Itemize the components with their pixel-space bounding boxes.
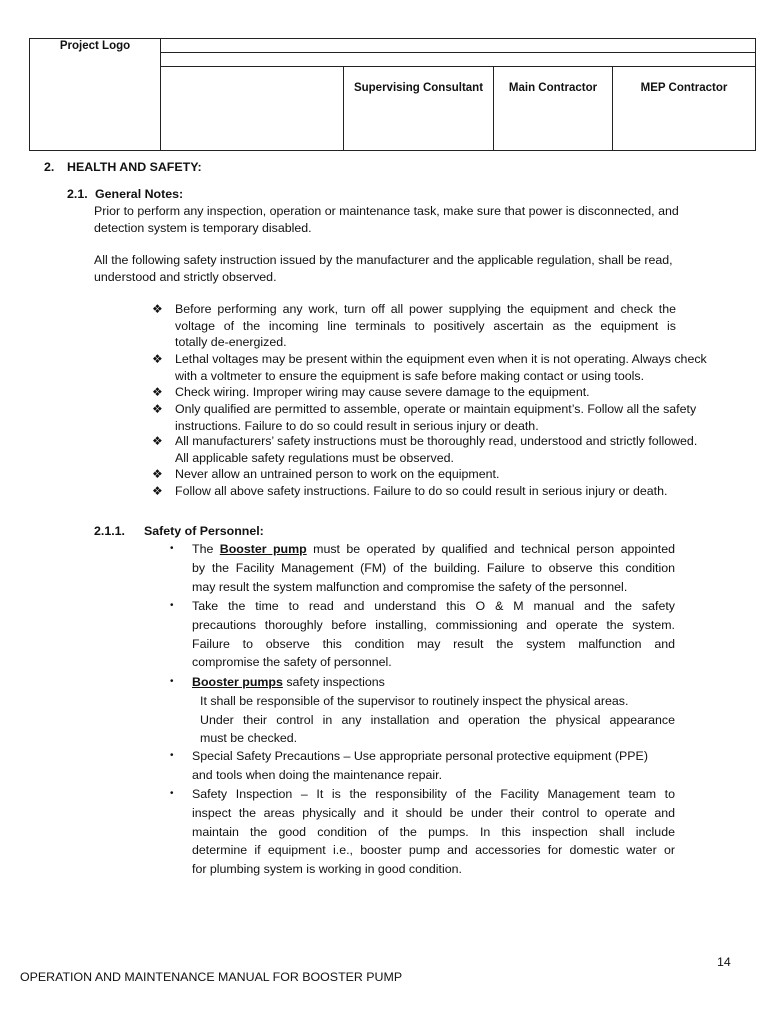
diamond-bullet-icon: ❖: [152, 385, 163, 399]
text-line: precautions thoroughly before installing, commissioning and operate the system.: [192, 617, 675, 632]
header-table: [29, 38, 756, 151]
bullet-dot-icon: •: [170, 676, 174, 687]
text-fragment: must be operated by qualified and technical person appointed: [306, 542, 676, 556]
emphasis-booster-pump: Booster pump: [219, 542, 307, 556]
text-line: Check wiring. Improper wiring may cause severe damage to the equipment.: [175, 385, 590, 399]
text-line: determine if equipment i.e., booster pump and accessories for domestic water or: [192, 843, 675, 858]
header-blank-row-2: [161, 53, 756, 67]
text-line: totally de-energized.: [175, 335, 287, 349]
text-line: understood and strictly observed.: [94, 269, 277, 284]
section-title: HEALTH AND SAFETY:: [67, 160, 202, 174]
mep-contractor-label: MEP Contractor: [640, 82, 728, 94]
main-contractor-label: Main Contractor: [508, 82, 598, 94]
list-item: [175, 433, 740, 466]
subsubsection-number: 2.1.1.: [94, 524, 126, 538]
list-item: [175, 466, 740, 483]
list-item: [175, 401, 740, 434]
text-line: Follow all above safety instructions. Failure to do so could result in serious injury or death.: [175, 484, 668, 498]
subsection-number: 2.1.: [67, 187, 88, 201]
list-item: [175, 483, 740, 500]
text-line: and tools when doing the maintenance repair.: [192, 767, 443, 782]
bullet-dot-icon: •: [170, 543, 174, 554]
text-line: Special Safety Precautions – Use appropriate personal protective equipment (PPE): [192, 749, 648, 763]
list-item: [192, 785, 675, 879]
text-line: instructions. Failure to do so could result in serious injury or death.: [175, 418, 539, 433]
text-line: [192, 540, 675, 559]
text-fragment: safety inspections: [282, 675, 385, 689]
bullet-dot-icon: •: [170, 750, 174, 761]
bullet-dot-icon: •: [170, 600, 174, 611]
bullet-dot-icon: •: [170, 788, 174, 799]
diamond-bullet-icon: ❖: [152, 467, 163, 481]
text-line: All applicable safety regulations must be observed.: [175, 450, 454, 465]
list-item: [192, 673, 675, 748]
list-item: [192, 540, 675, 596]
text-line: Take the time to read and understand this O & M manual and the safety: [192, 599, 675, 613]
text-line: may result the system malfunction and compromise the safety of the personnel.: [192, 579, 628, 594]
text-line: All the following safety instruction issued by the manufacturer and the applicable regulation, shall be read,: [94, 253, 673, 267]
project-logo-cell: [30, 39, 161, 151]
text-line: Before performing any work, turn off all power supplying the equipment and check the: [175, 302, 676, 316]
list-item: [192, 597, 675, 672]
section-number: 2.: [44, 160, 55, 174]
text-line: voltage of the incoming line terminals to positively ascertain as the equipment is: [175, 318, 676, 333]
list-item: [175, 384, 740, 401]
list-item: [175, 301, 740, 351]
text-line: Lethal voltages may be present within the equipment even when it is not operating. Always check: [175, 352, 707, 366]
supervising-consultant-label: Supervising Consultant: [353, 82, 484, 94]
list-item: [175, 351, 740, 384]
page-footer: OPERATION AND MAINTENANCE MANUAL FOR BOOSTER PUMP: [20, 970, 403, 984]
text-line: inspect the areas physically and it should be under their control to operate and: [192, 805, 675, 820]
text-line: Never allow an untrained person to work on the equipment.: [175, 467, 500, 481]
subsubsection-title: Safety of Personnel:: [144, 524, 264, 538]
supervising-consultant-cell: [344, 67, 494, 151]
header-blank-row-1: [161, 39, 756, 53]
subsection-title: General Notes:: [95, 187, 184, 201]
text-line: Prior to perform any inspection, operation or maintenance task, make sure that power is disconnected, and: [94, 204, 679, 218]
text-line: must be checked.: [200, 731, 298, 746]
text-line: for plumbing system is working in good condition.: [192, 862, 462, 877]
text-line: Failure to observe this condition may result the system malfunction and: [192, 636, 675, 651]
emphasis-booster-pumps: Booster pumps: [192, 675, 283, 689]
diamond-bullet-icon: ❖: [152, 484, 163, 498]
general-notes-paragraph-2: [94, 252, 734, 285]
project-logo-label: Project Logo: [59, 40, 131, 52]
text-line: All manufacturers’ safety instructions must be thoroughly read, understood and strictly followed.: [175, 434, 698, 448]
text-line: with a voltmeter to ensure the equipment is safe before making contact or using tools.: [175, 368, 645, 383]
list-item: [192, 747, 675, 785]
text-line: Only qualified are permitted to assemble, operate or maintain equipment’s. Follow all the safety: [175, 402, 697, 416]
page-number: 14: [717, 955, 731, 969]
text-line: Under their control in any installation and operation the physical appearance: [200, 712, 675, 727]
text-fragment: The: [192, 542, 220, 556]
text-line: by the Facility Management (FM) of the building. Failure to observe this condition: [192, 560, 675, 575]
main-contractor-cell: [494, 67, 613, 151]
diamond-bullet-icon: ❖: [152, 302, 163, 316]
text-line: It shall be responsible of the supervisor to routinely inspect the physical areas.: [200, 693, 629, 708]
text-line: compromise the safety of personnel.: [192, 655, 392, 670]
diamond-bullet-icon: ❖: [152, 434, 163, 448]
text-line: [192, 673, 675, 692]
mep-contractor-cell: [613, 67, 756, 151]
diamond-bullet-icon: ❖: [152, 402, 163, 416]
diamond-bullet-icon: ❖: [152, 352, 163, 366]
text-line: Safety Inspection – It is the responsibility of the Facility Management team to: [192, 787, 675, 801]
general-notes-paragraph-1: [94, 203, 734, 236]
text-line: detection system is temporary disabled.: [94, 220, 312, 235]
text-line: maintain the good condition of the pumps. In this inspection shall include: [192, 824, 675, 839]
header-blank-cell: [161, 67, 344, 151]
